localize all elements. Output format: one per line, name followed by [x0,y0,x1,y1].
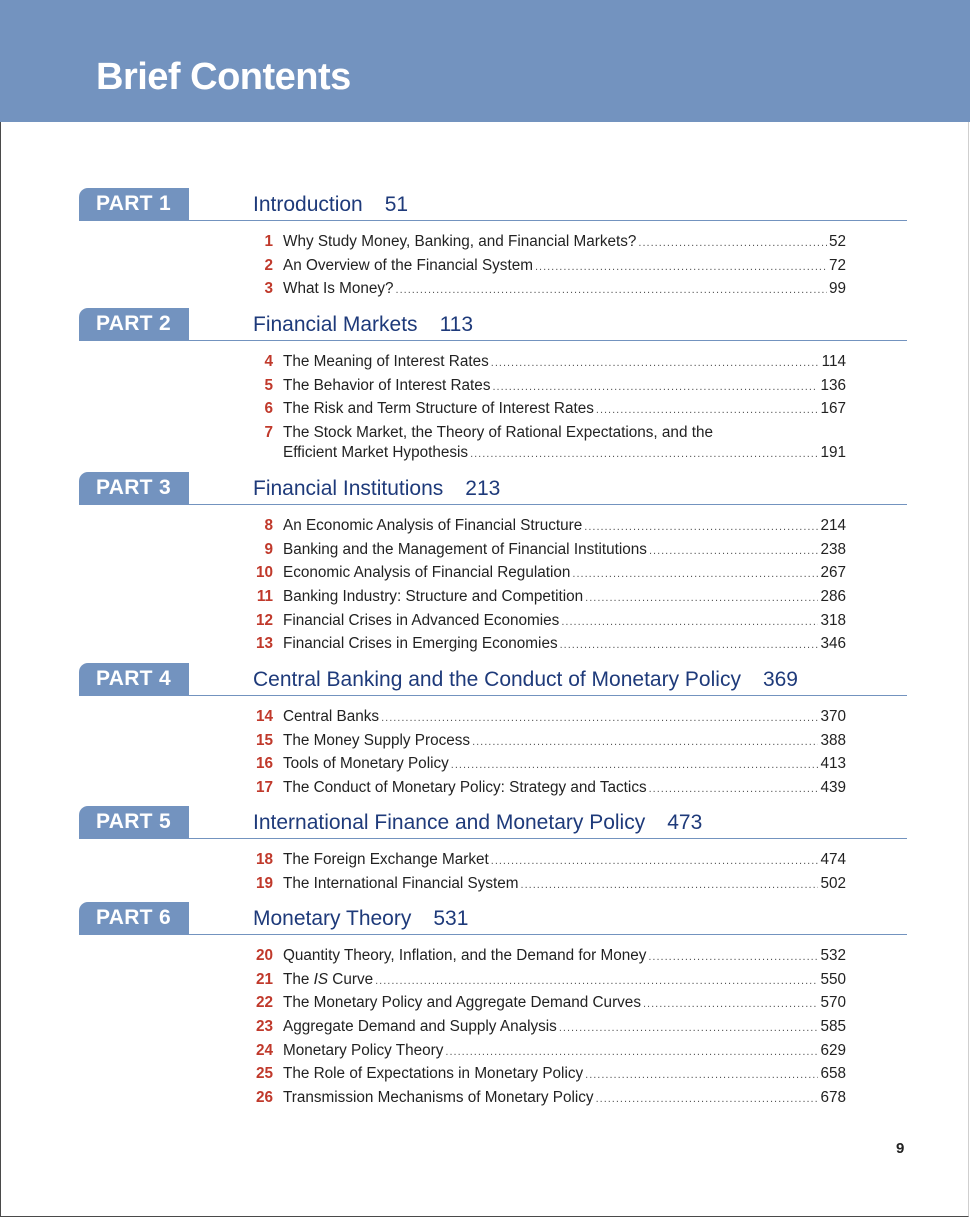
chapter-title: Quantity Theory, Inflation, and the Demand for Money [283,947,647,964]
chapter-entry[interactable] [0,779,970,803]
chapter-entry[interactable] [0,1065,970,1089]
chapter-number: 21 [255,970,273,988]
dot-leader [535,261,827,273]
part-page: 473 [667,811,703,834]
dot-leader [643,998,819,1010]
chapter-list [0,851,970,898]
chapter-entry[interactable] [0,564,970,588]
part-page: 369 [762,668,798,691]
chapter-title [283,971,373,989]
chapter-number: 20 [255,947,273,964]
chapter-number: 26 [255,1089,273,1107]
chapter-entry[interactable] [0,400,970,424]
chapter-title: The Money Supply Process [283,731,471,749]
chapter-title: The Behavior of Interest Rates [283,376,491,394]
chapter-page: 238 [820,540,846,558]
part-title: Financial Institutions [253,477,444,500]
chapter-title: Aggregate Demand and Supply Analysis [283,1018,557,1036]
dot-leader [521,879,819,891]
chapter-list [0,947,970,1113]
chapter-number: 18 [255,851,273,868]
chapter-page: 570 [820,994,846,1012]
dot-leader [375,975,818,987]
chapter-title: Central Banks [283,708,380,725]
part-heading [253,811,702,835]
chapter-entry[interactable] [0,755,970,779]
part-heading [253,477,500,501]
chapter-page: 439 [820,779,846,797]
chapter-number: 3 [264,280,273,298]
part-heading [253,668,798,692]
chapter-number: 7 [264,424,273,442]
chapter-entry[interactable] [0,732,970,756]
chapter-number: 12 [255,611,273,629]
chapter-entry[interactable] [0,257,970,281]
chapter-page: 191 [820,444,846,462]
chapter-title: The Role of Expectations in Monetary Policy [283,1065,584,1083]
chapter-list [0,233,970,304]
part-rule [79,340,907,341]
chapter-entry[interactable] [0,994,970,1018]
chapter-number: 24 [255,1041,273,1059]
dot-leader [470,448,818,460]
chapter-page: 114 [821,353,846,370]
part-page: 51 [384,193,409,216]
dot-leader [451,759,819,771]
dot-leader [584,521,818,533]
part-title: Monetary Theory [253,907,412,930]
chapter-number: 2 [264,256,273,274]
chapter-entry[interactable] [0,541,970,565]
part-page: 113 [439,313,474,336]
chapter-number: 16 [255,755,273,773]
chapter-entry[interactable] [0,424,970,467]
chapter-page: 72 [828,256,846,274]
chapter-entry[interactable] [0,635,970,659]
part-badge: PART 5 [79,806,189,838]
part-rule [79,220,907,221]
chapter-title-line1: The Stock Market, the Theory of Rational Expectations, and the [283,424,713,442]
chapter-title: The Risk and Term Structure of Interest Rates [283,400,594,418]
chapter-page: 286 [820,588,846,606]
part-title: Financial Markets [253,313,418,336]
chapter-page: 136 [820,376,846,394]
chapter-entry[interactable] [0,1042,970,1066]
chapter-title: The International Financial System [283,874,519,892]
part-page: 213 [465,477,501,500]
chapter-page: 658 [820,1065,846,1083]
chapter-page: 214 [820,517,846,534]
part-badge: PART 4 [79,663,189,695]
chapter-entry[interactable] [0,875,970,899]
dot-leader [585,1069,818,1081]
chapter-title: Banking Industry: Structure and Competition [283,588,584,606]
part-rule [79,504,907,505]
dot-leader [572,568,818,580]
chapter-number: 22 [255,994,273,1012]
chapter-title: Tools of Monetary Policy [283,755,449,773]
chapter-page: 167 [820,400,846,418]
chapter-entry[interactable] [0,612,970,636]
chapter-title: Why Study Money, Banking, and Financial Markets? [283,233,637,250]
chapter-title: Economic Analysis of Financial Regulation [283,564,571,582]
chapter-entry[interactable] [0,353,970,377]
chapter-number: 17 [255,779,273,797]
dot-leader [638,237,827,249]
part-badge: PART 3 [79,472,189,504]
chapter-entry[interactable] [0,947,970,971]
chapter-page: 474 [820,851,846,868]
dot-leader [649,783,819,795]
chapter-entry[interactable] [0,1018,970,1042]
chapter-page: 388 [820,731,846,749]
chapter-list [0,353,970,467]
dot-leader [491,357,820,369]
chapter-list [0,517,970,659]
chapter-title: The Monetary Policy and Aggregate Demand Curves [283,994,641,1012]
chapter-title: An Overview of the Financial System [283,256,533,274]
chapter-page: 318 [820,611,846,629]
chapter-title: Financial Crises in Advanced Economies [283,611,560,629]
part-badge: PART 1 [79,188,189,220]
dot-leader [649,545,819,557]
chapter-page: 678 [820,1089,846,1107]
chapter-title: The Foreign Exchange Market [283,851,489,868]
part-title: Central Banking and the Conduct of Monetary Policy [253,668,741,691]
chapter-entry[interactable] [0,971,970,995]
dot-leader [492,381,818,393]
dot-leader [560,639,819,651]
dot-leader [596,1093,819,1105]
chapter-page: 585 [820,1018,846,1036]
part-heading [253,193,408,217]
chapter-page: 267 [820,564,846,582]
header-band [0,0,970,122]
chapter-number: 19 [255,874,273,892]
chapter-page: 346 [820,635,846,653]
page-title: Brief Contents [96,56,351,98]
chapter-page: 502 [820,874,846,892]
part-page: 531 [433,907,469,930]
dot-leader [491,855,819,867]
part-rule [79,838,907,839]
dot-leader [396,284,827,296]
chapter-title: Banking and the Management of Financial Institutions [283,540,647,558]
part-rule [79,934,907,935]
chapter-entry[interactable] [0,1089,970,1113]
chapter-number: 25 [255,1065,273,1083]
part-title: International Finance and Monetary Policy [253,811,646,834]
chapter-number: 13 [255,635,273,653]
chapter-number: 9 [264,540,273,558]
dot-leader [596,404,819,416]
part-badge: PART 6 [79,902,189,934]
chapter-number: 8 [264,517,273,534]
part-badge: PART 2 [79,308,189,340]
chapter-entry[interactable] [0,377,970,401]
chapter-page: 629 [820,1041,846,1059]
dot-leader [381,712,818,724]
chapter-page: 370 [820,708,846,725]
chapter-entry[interactable] [0,280,970,304]
chapter-number: 6 [264,400,273,418]
part-heading [253,907,468,931]
chapter-title: The Meaning of Interest Rates [283,353,489,370]
chapter-number: 14 [255,708,273,725]
chapter-title-pre: The [283,970,314,988]
chapter-number: 5 [264,376,273,394]
chapter-page: 550 [820,970,846,988]
chapter-page: 99 [828,280,846,298]
chapter-title: What Is Money? [283,280,394,298]
dot-leader [445,1046,818,1058]
chapter-entry[interactable] [0,851,970,875]
chapter-number: 11 [256,588,273,606]
chapter-entry[interactable] [0,233,970,257]
chapter-title: The Conduct of Monetary Policy: Strategy and Tactics [283,779,647,797]
chapter-title-italic: IS [313,970,329,988]
page-number: 9 [896,1140,905,1157]
chapter-page: 413 [820,755,846,773]
chapter-list [0,708,970,803]
chapter-number: 10 [255,564,273,582]
chapter-title: Transmission Mechanisms of Monetary Policy [283,1089,594,1107]
dot-leader [472,736,818,748]
chapter-number: 1 [264,233,273,250]
dot-leader [585,592,818,604]
part-rule [79,695,907,696]
chapter-number: 23 [255,1018,273,1036]
chapter-entry[interactable] [0,517,970,541]
chapter-title: Efficient Market Hypothesis [283,444,469,462]
chapter-page: 52 [828,233,846,250]
chapter-number: 15 [255,731,273,749]
chapter-number: 4 [264,353,273,370]
chapter-title-post: Curve [328,970,374,988]
chapter-title: Financial Crises in Emerging Economies [283,635,558,653]
part-heading [253,313,473,337]
chapter-entry[interactable] [0,588,970,612]
chapter-title: Monetary Policy Theory [283,1041,444,1059]
chapter-title: An Economic Analysis of Financial Structure [283,517,583,534]
chapter-entry[interactable] [0,708,970,732]
dot-leader [561,616,818,628]
chapter-page: 532 [820,947,846,964]
dot-leader [648,951,818,963]
dot-leader [559,1022,819,1034]
part-title: Introduction [253,193,363,216]
